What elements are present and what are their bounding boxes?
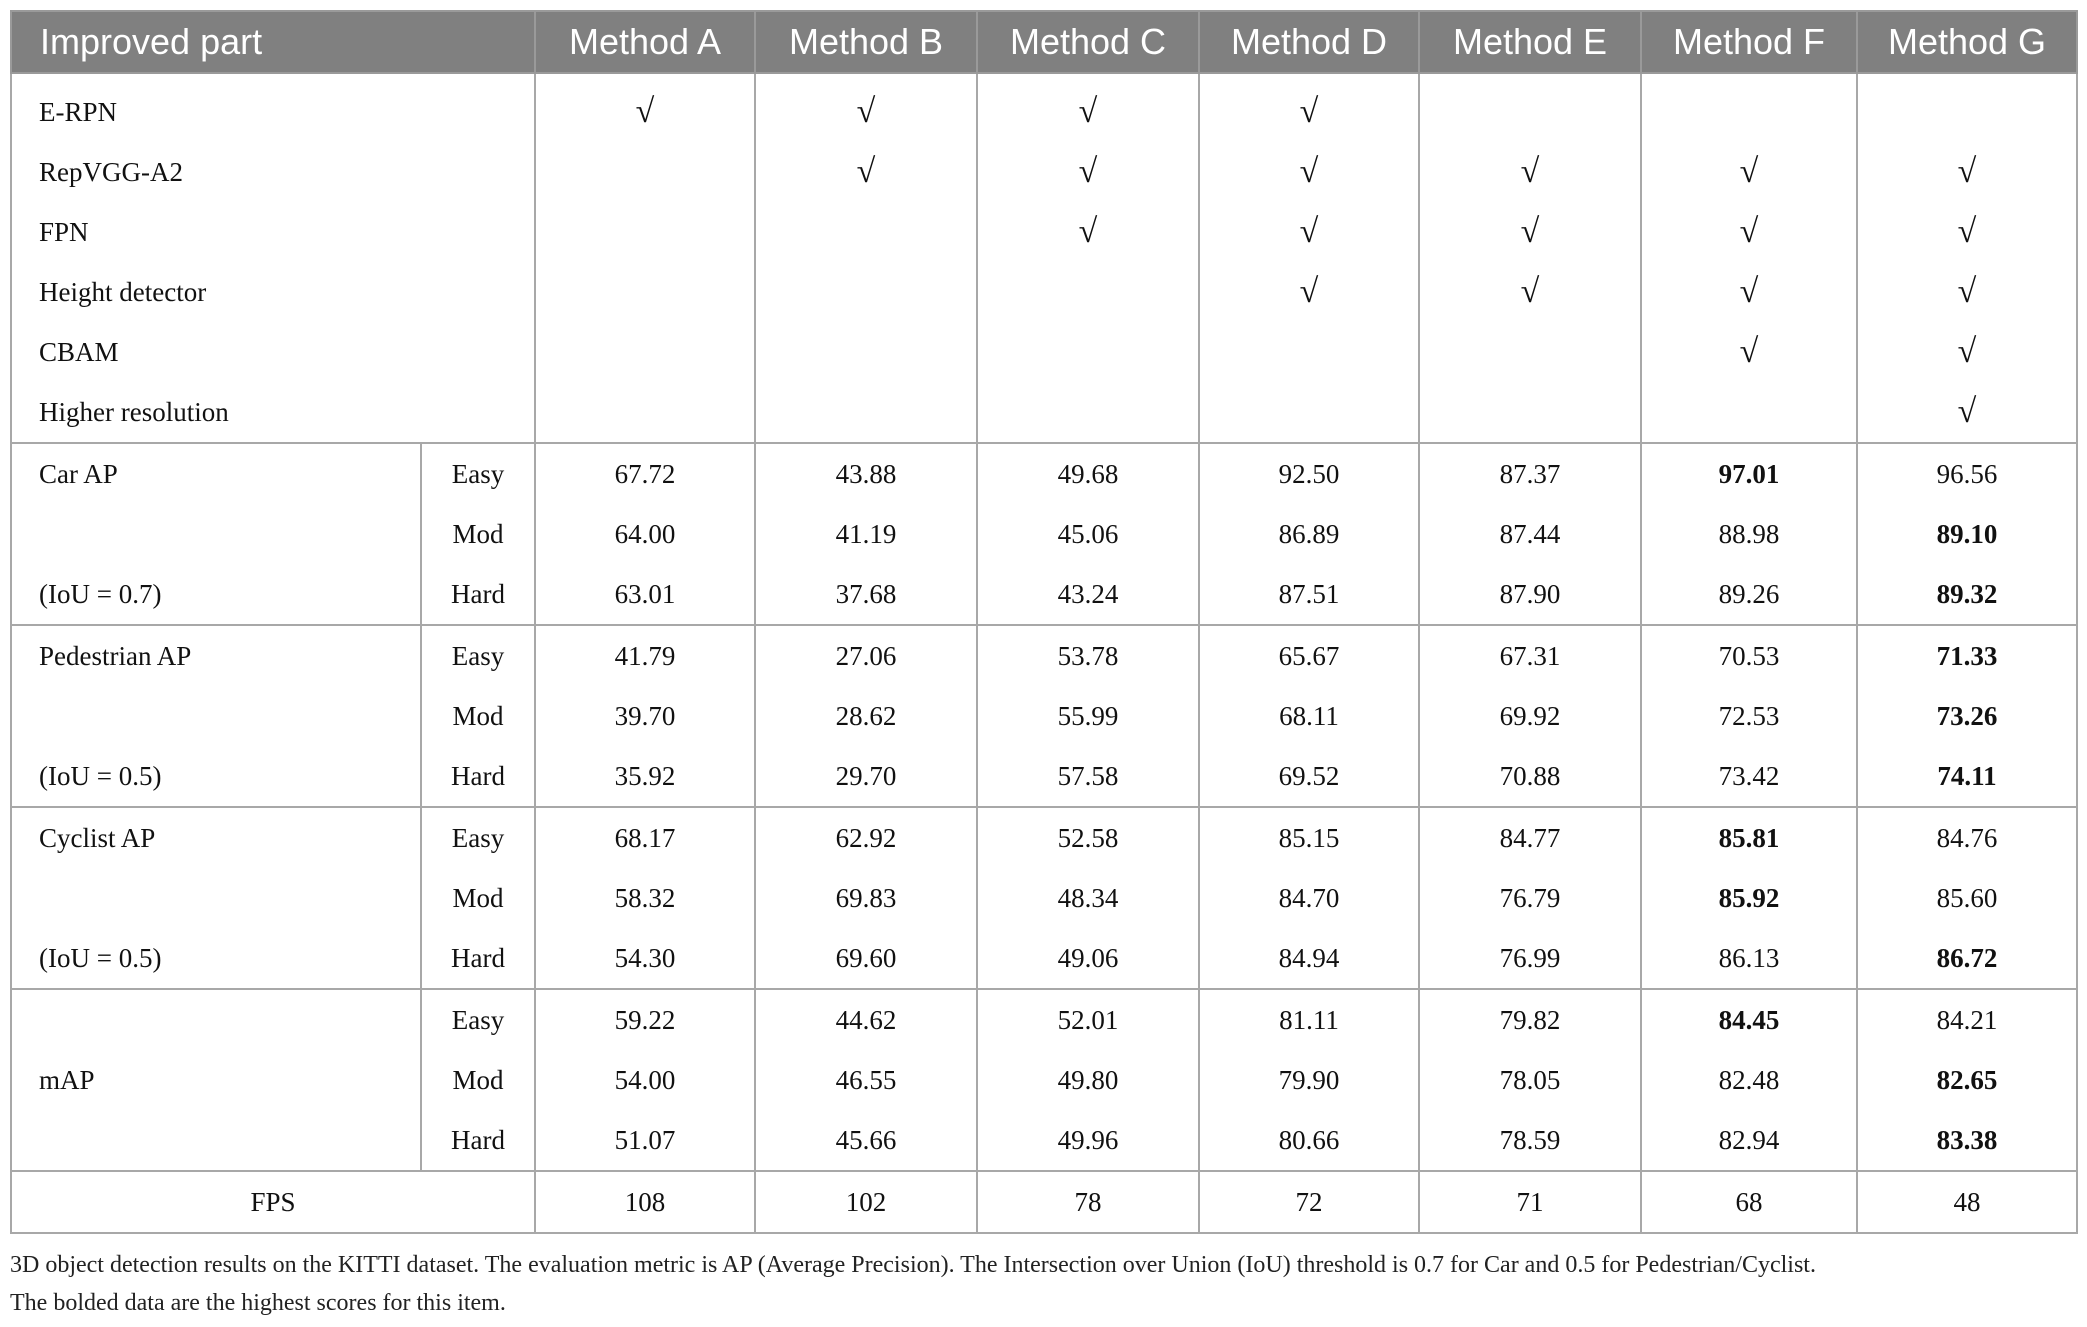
fps-cell: 72	[1199, 1171, 1419, 1233]
value-cell: 72.53	[1641, 686, 1857, 746]
check-cell	[977, 322, 1199, 382]
value-cell: 29.70	[755, 746, 977, 807]
feature-label: Higher resolution	[11, 382, 535, 443]
value-cell: 84.76	[1857, 807, 2077, 868]
checkmark-icon: √	[1957, 153, 1977, 190]
checkmark-icon: √	[1078, 153, 1098, 190]
table-row	[11, 564, 2077, 625]
value-cell: 78.05	[1419, 1050, 1641, 1110]
value-cell: 88.98	[1641, 504, 1857, 564]
check-cell	[535, 142, 755, 202]
value-cell: 84.70	[1199, 868, 1419, 928]
value-cell: 65.67	[1199, 625, 1419, 686]
value-cell: 43.24	[977, 564, 1199, 625]
fps-cell: 68	[1641, 1171, 1857, 1233]
difficulty-label: Hard	[421, 1110, 535, 1171]
difficulty-label: Mod	[421, 1050, 535, 1110]
value-cell: 69.60	[755, 928, 977, 989]
metric-label	[11, 686, 421, 746]
value-cell: 54.00	[535, 1050, 755, 1110]
header-method: Method C	[977, 11, 1199, 73]
value-cell: 58.32	[535, 868, 755, 928]
feature-row	[11, 202, 2077, 262]
header-method: Method F	[1641, 11, 1857, 73]
check-cell	[535, 322, 755, 382]
metric-label: (IoU = 0.5)	[11, 746, 421, 807]
value-cell: 55.99	[977, 686, 1199, 746]
checkmark-icon: √	[1739, 213, 1759, 250]
value-cell: 54.30	[535, 928, 755, 989]
value-cell: 45.66	[755, 1110, 977, 1171]
fps-cell: 108	[535, 1171, 755, 1233]
difficulty-label: Easy	[421, 625, 535, 686]
checkmark-icon: √	[1957, 393, 1977, 430]
checkmark-icon: √	[1520, 153, 1540, 190]
check-cell	[1199, 382, 1419, 443]
check-cell	[1857, 142, 2077, 202]
table-row	[11, 989, 2077, 1050]
feature-label: CBAM	[11, 322, 535, 382]
value-cell: 52.01	[977, 989, 1199, 1050]
table-row	[11, 443, 2077, 504]
value-cell: 83.38	[1857, 1110, 2077, 1171]
feature-row	[11, 382, 2077, 443]
table-body	[11, 73, 2077, 1233]
value-cell: 97.01	[1641, 443, 1857, 504]
value-cell: 37.68	[755, 564, 977, 625]
feature-row	[11, 322, 2077, 382]
check-cell	[1641, 382, 1857, 443]
table-row	[11, 1110, 2077, 1171]
checkmark-icon: √	[1299, 273, 1319, 310]
value-cell: 67.31	[1419, 625, 1641, 686]
value-cell: 57.58	[977, 746, 1199, 807]
value-cell: 82.94	[1641, 1110, 1857, 1171]
results-table-container	[10, 10, 2076, 1322]
difficulty-label: Hard	[421, 564, 535, 625]
header-method: Method B	[755, 11, 977, 73]
checkmark-icon: √	[1739, 153, 1759, 190]
value-cell: 71.33	[1857, 625, 2077, 686]
value-cell: 48.34	[977, 868, 1199, 928]
checkmark-icon: √	[856, 153, 876, 190]
checkmark-icon: √	[1299, 213, 1319, 250]
header-method: Method G	[1857, 11, 2077, 73]
value-cell: 49.68	[977, 443, 1199, 504]
metric-label: (IoU = 0.7)	[11, 564, 421, 625]
value-cell: 76.99	[1419, 928, 1641, 989]
feature-row	[11, 142, 2077, 202]
value-cell: 27.06	[755, 625, 977, 686]
value-cell: 76.79	[1419, 868, 1641, 928]
checkmark-icon: √	[1299, 93, 1319, 130]
check-cell	[1857, 73, 2077, 142]
difficulty-label: Hard	[421, 928, 535, 989]
value-cell: 68.11	[1199, 686, 1419, 746]
difficulty-label: Mod	[421, 686, 535, 746]
fps-row	[11, 1171, 2077, 1233]
value-cell: 69.52	[1199, 746, 1419, 807]
difficulty-label: Mod	[421, 504, 535, 564]
value-cell: 67.72	[535, 443, 755, 504]
value-cell: 43.88	[755, 443, 977, 504]
value-cell: 44.62	[755, 989, 977, 1050]
value-cell: 86.89	[1199, 504, 1419, 564]
check-cell	[755, 142, 977, 202]
difficulty-label: Easy	[421, 989, 535, 1050]
value-cell: 85.15	[1199, 807, 1419, 868]
checkmark-icon: √	[1299, 153, 1319, 190]
value-cell: 52.58	[977, 807, 1199, 868]
check-cell	[1199, 262, 1419, 322]
value-cell: 87.90	[1419, 564, 1641, 625]
check-cell	[1419, 142, 1641, 202]
check-cell	[535, 73, 755, 142]
fps-cell: 102	[755, 1171, 977, 1233]
feature-label: E-RPN	[11, 73, 535, 142]
value-cell: 49.06	[977, 928, 1199, 989]
checkmark-icon: √	[1520, 273, 1540, 310]
metric-label	[11, 868, 421, 928]
value-cell: 74.11	[1857, 746, 2077, 807]
value-cell: 80.66	[1199, 1110, 1419, 1171]
check-cell	[1199, 142, 1419, 202]
value-cell: 63.01	[535, 564, 755, 625]
check-cell	[755, 202, 977, 262]
check-cell	[1857, 202, 2077, 262]
value-cell: 89.26	[1641, 564, 1857, 625]
value-cell: 70.53	[1641, 625, 1857, 686]
checkmark-icon: √	[1520, 213, 1540, 250]
checkmark-icon: √	[1078, 213, 1098, 250]
check-cell	[1857, 262, 2077, 322]
table-row	[11, 807, 2077, 868]
value-cell: 84.21	[1857, 989, 2077, 1050]
header-method: Method D	[1199, 11, 1419, 73]
checkmark-icon: √	[856, 93, 876, 130]
value-cell: 41.19	[755, 504, 977, 564]
table-row	[11, 868, 2077, 928]
value-cell: 89.32	[1857, 564, 2077, 625]
value-cell: 53.78	[977, 625, 1199, 686]
check-cell	[535, 262, 755, 322]
value-cell: 87.51	[1199, 564, 1419, 625]
value-cell: 46.55	[755, 1050, 977, 1110]
value-cell: 79.90	[1199, 1050, 1419, 1110]
difficulty-label: Hard	[421, 746, 535, 807]
value-cell: 69.83	[755, 868, 977, 928]
checkmark-icon: √	[1078, 93, 1098, 130]
check-cell	[535, 382, 755, 443]
checkmark-icon: √	[1957, 333, 1977, 370]
check-cell	[1199, 322, 1419, 382]
difficulty-label: Mod	[421, 868, 535, 928]
caption-line: The bolded data are the highest scores for this item.	[10, 1290, 506, 1316]
difficulty-label: Easy	[421, 807, 535, 868]
check-cell	[1419, 73, 1641, 142]
value-cell: 73.42	[1641, 746, 1857, 807]
check-cell	[1857, 322, 2077, 382]
table-row	[11, 504, 2077, 564]
check-cell	[535, 202, 755, 262]
value-cell: 86.72	[1857, 928, 2077, 989]
check-cell	[755, 382, 977, 443]
metric-label: mAP	[11, 1050, 421, 1110]
metric-label: Car AP	[11, 443, 421, 504]
check-cell	[1419, 202, 1641, 262]
table-row	[11, 746, 2077, 807]
fps-cell: 78	[977, 1171, 1199, 1233]
value-cell: 87.37	[1419, 443, 1641, 504]
metric-label: Pedestrian AP	[11, 625, 421, 686]
check-cell	[1641, 322, 1857, 382]
check-cell	[1857, 382, 2077, 443]
table-caption	[10, 1246, 2076, 1322]
check-cell	[977, 202, 1199, 262]
value-cell: 73.26	[1857, 686, 2077, 746]
value-cell: 49.80	[977, 1050, 1199, 1110]
metric-label	[11, 1110, 421, 1171]
value-cell: 35.92	[535, 746, 755, 807]
table-row	[11, 625, 2077, 686]
value-cell: 82.65	[1857, 1050, 2077, 1110]
difficulty-label: Easy	[421, 443, 535, 504]
value-cell: 87.44	[1419, 504, 1641, 564]
caption-line: 3D object detection results on the KITTI dataset. The evaluation metric is AP (Average Precision). The Intersection over Union (IoU) threshold is 0.7 for Car and 0.5 for Pedestrian/Cyclist.	[10, 1252, 1816, 1278]
value-cell: 86.13	[1641, 928, 1857, 989]
value-cell: 64.00	[535, 504, 755, 564]
checkmark-icon: √	[635, 93, 655, 130]
metric-label	[11, 989, 421, 1050]
value-cell: 96.56	[1857, 443, 2077, 504]
check-cell	[1641, 202, 1857, 262]
value-cell: 59.22	[535, 989, 755, 1050]
check-cell	[977, 142, 1199, 202]
table-row	[11, 1050, 2077, 1110]
value-cell: 92.50	[1199, 443, 1419, 504]
value-cell: 85.81	[1641, 807, 1857, 868]
value-cell: 81.11	[1199, 989, 1419, 1050]
value-cell: 84.45	[1641, 989, 1857, 1050]
value-cell: 68.17	[535, 807, 755, 868]
checkmark-icon: √	[1957, 213, 1977, 250]
value-cell: 69.92	[1419, 686, 1641, 746]
fps-cell: 48	[1857, 1171, 2077, 1233]
check-cell	[755, 322, 977, 382]
detection-results-table	[10, 10, 2078, 1234]
value-cell: 78.59	[1419, 1110, 1641, 1171]
metric-label: (IoU = 0.5)	[11, 928, 421, 989]
header-method: Method E	[1419, 11, 1641, 73]
feature-label: FPN	[11, 202, 535, 262]
check-cell	[977, 262, 1199, 322]
value-cell: 70.88	[1419, 746, 1641, 807]
check-cell	[977, 382, 1199, 443]
table-row	[11, 686, 2077, 746]
table-row	[11, 928, 2077, 989]
check-cell	[1199, 202, 1419, 262]
metric-label: Cyclist AP	[11, 807, 421, 868]
feature-label: RepVGG-A2	[11, 142, 535, 202]
metric-label	[11, 504, 421, 564]
value-cell: 82.48	[1641, 1050, 1857, 1110]
value-cell: 84.94	[1199, 928, 1419, 989]
value-cell: 45.06	[977, 504, 1199, 564]
check-cell	[755, 73, 977, 142]
value-cell: 85.60	[1857, 868, 2077, 928]
fps-label: FPS	[11, 1171, 535, 1233]
value-cell: 85.92	[1641, 868, 1857, 928]
check-cell	[1419, 262, 1641, 322]
checkmark-icon: √	[1739, 333, 1759, 370]
value-cell: 28.62	[755, 686, 977, 746]
feature-label: Height detector	[11, 262, 535, 322]
header-improved-part: Improved part	[11, 11, 535, 73]
header-row	[11, 11, 2077, 73]
check-cell	[1199, 73, 1419, 142]
value-cell: 49.96	[977, 1110, 1199, 1171]
check-cell	[1641, 73, 1857, 142]
feature-row	[11, 73, 2077, 142]
feature-row	[11, 262, 2077, 322]
value-cell: 89.10	[1857, 504, 2077, 564]
check-cell	[1641, 142, 1857, 202]
header-method: Method A	[535, 11, 755, 73]
check-cell	[977, 73, 1199, 142]
value-cell: 39.70	[535, 686, 755, 746]
value-cell: 62.92	[755, 807, 977, 868]
fps-cell: 71	[1419, 1171, 1641, 1233]
check-cell	[1419, 322, 1641, 382]
value-cell: 51.07	[535, 1110, 755, 1171]
value-cell: 79.82	[1419, 989, 1641, 1050]
checkmark-icon: √	[1739, 273, 1759, 310]
check-cell	[755, 262, 977, 322]
check-cell	[1419, 382, 1641, 443]
value-cell: 84.77	[1419, 807, 1641, 868]
checkmark-icon: √	[1957, 273, 1977, 310]
check-cell	[1641, 262, 1857, 322]
value-cell: 41.79	[535, 625, 755, 686]
